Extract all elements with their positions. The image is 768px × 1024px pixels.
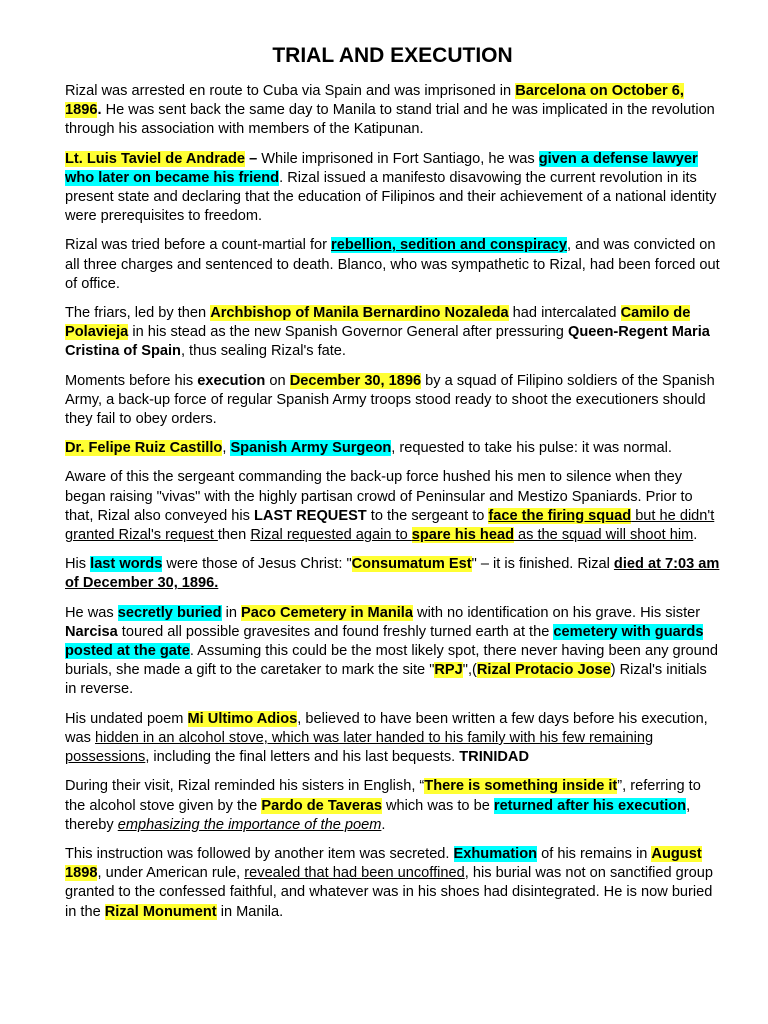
emphasized-text: Queen-Regent Maria Cristina of Spain [65,324,710,360]
text-run: Aware of this the sergeant commanding the back-up force hushed his men to silence when they began raising "vivas" with the highly partisan crowd of Peninsular and Mestizo Spaniards. Prior to that, Rizal also conveyed his [65,469,693,524]
highlighted-text: Paco Cemetery in Manila [241,604,413,621]
text-run: , [222,440,231,457]
highlighted-text: Pardo de Taveras [261,797,382,814]
paragraph [65,150,720,227]
text-run: While imprisoned in Fort Santiago, he was [261,150,539,167]
text-run: Moments before his [65,372,198,389]
text-run: , and was convicted on all three charges and sentenced to death. Blanco, who was sympathetic to Rizal, had been forced out of office. [65,237,720,292]
highlighted-text: Consumatum Est [351,556,472,573]
highlighted-text: Mi Ultimo Adios [187,710,298,727]
text-run: , thus sealing Rizal's fate. [180,343,346,360]
emphasized-text: execution [197,372,266,389]
text-run: in his stead as the new Spanish Governor General after pressuring [128,324,568,341]
highlighted-text: Camilo de Polavieja [65,305,691,341]
highlighted-text: last words [90,556,163,573]
highlighted-text: August 1898 [65,845,702,882]
highlighted-text: cemetery with guards posted at the gate [65,623,704,660]
paragraph [65,439,720,458]
text-run: This instruction was followed by another item was secreted. [65,845,454,862]
text-run: ",( [462,662,477,679]
paragraph [65,372,720,430]
text-run: During their visit, Rizal reminded his sisters in English, “ [65,778,425,795]
text-run: toured all possible gravesites and found freshly turned earth at the [117,623,554,640]
paragraph [65,304,720,362]
text-run: which was to be [381,797,494,814]
highlighted-text: Lt. Luis Taviel de Andrade [65,150,246,167]
text-run: to the sergeant to [366,507,489,524]
paragraph [65,468,720,545]
highlighted-text: December 30, 1896 [289,372,422,389]
highlighted-text: There is something inside it [424,778,618,795]
text-run: had intercalated [508,305,621,322]
text-run: ) Rizal's initials in reverse. [65,662,707,698]
text-run: ”, referring to the alcohol stove given by the [65,778,701,814]
text-run: of his remains in [537,845,652,862]
text-run: " – it is finished. Rizal [471,556,614,573]
highlighted-text: Archbishop of Manila Bernardino Nozaleda [210,305,509,322]
text-run: in [221,604,242,621]
paragraph [65,604,720,700]
highlighted-text: given a defense lawyer who later on became his friend [65,150,698,186]
text-run: His [65,556,91,573]
text-run: His undated poem [65,710,188,727]
emphasized-text: LAST REQUEST [254,507,367,524]
text-run: on [265,372,290,389]
text-run: , under American rule, [97,865,245,882]
text-run: in Manila. [216,903,284,920]
highlighted-text: Rizal Monument [104,903,217,920]
paragraph [65,710,720,768]
document-title: TRIAL AND EXECUTION [272,44,513,67]
text-run: . Rizal issued a manifesto disavowing the current revolution in its present state and declaring that the education of Filipinos and their achievement of a national identity were prerequisites to freedom. [65,169,717,225]
highlighted-text: Barcelona on October 6, 1896 [65,83,684,119]
paragraph [65,777,720,835]
text-run: He was sent back the same day to Manila to stand trial and he was implicated in the revolution through his association with members of the Katipunan. [65,102,715,138]
text-run: , believed to have been written a few days before his execution, was [65,710,708,746]
highlighted-text: Exhumation [453,845,538,862]
emphasized-text: as the squad will shoot him [513,527,694,544]
paragraph [65,845,720,922]
emphasized-text: Rizal requested again to [250,527,412,544]
text-run: Rizal was tried before a count-martial for [65,237,332,254]
emphasized-text: hidden in an alcohol stove, which was later handed to his family with his few remaining possessions [65,729,654,766]
emphasized-text: died at 7:03 am of December 30, 1896. [65,556,720,592]
emphasized-text: . [97,102,102,119]
text-run: with no identification on his grave. His sister [412,604,701,621]
text-run: . Assuming this could be the most likely spot, there never having been any ground burials, she made a gift to the caretaker to mark the site " [65,643,718,679]
text-run: . [693,527,698,544]
highlighted-text: spare his head [411,527,514,544]
emphasized-text: TRINIDAD [459,749,529,766]
paragraph [65,82,720,140]
text-run: , his burial was not on sanctified group granted to the confessed faithful, and whatever was in his shoes had disintegrated. He is now buried in the [65,865,713,920]
emphasized-text: but he didn't granted Rizal's request [65,507,715,544]
emphasized-text: revealed that had been uncoffined [244,865,465,882]
paragraph [65,236,720,294]
text-run: The friars, led by then [65,305,211,322]
text-run: , requested to take his pulse: it was normal. [391,440,672,457]
highlighted-text: Dr. Felipe Ruiz Castillo [65,440,223,457]
highlighted-text: Rizal Protacio Jose [476,662,611,679]
paragraph [65,555,720,593]
highlighted-text: face the firing squad [488,507,632,524]
emphasized-text: emphasizing the importance of the poem [117,816,382,833]
text-run: Rizal was arrested en route to Cuba via Spain and was imprisoned in [65,83,516,99]
highlighted-text: Spanish Army Surgeon [230,440,392,457]
text-run: then [217,527,251,544]
text-run: . [381,816,386,833]
text-run: , thereby [65,797,691,833]
highlighted-text: returned after his execution [493,797,687,814]
emphasized-text: Narcisa [65,623,118,640]
document-body [65,82,720,922]
text-run: were those of Jesus Christ: " [162,556,352,573]
highlighted-text: secretly buried [117,604,222,621]
text-run: He was [65,604,118,621]
highlighted-text: rebellion, sedition and conspiracy [331,237,568,254]
text-run: by a squad of Filipino soldiers of the Spanish Army, a back-up force of regular Spanish Army troops stood ready to shoot the executioners should they fail to obey orders. [65,372,715,428]
emphasized-text: – [245,150,262,167]
text-run: , including the final letters and his last bequests. [145,749,460,766]
highlighted-text: RPJ [434,662,463,679]
